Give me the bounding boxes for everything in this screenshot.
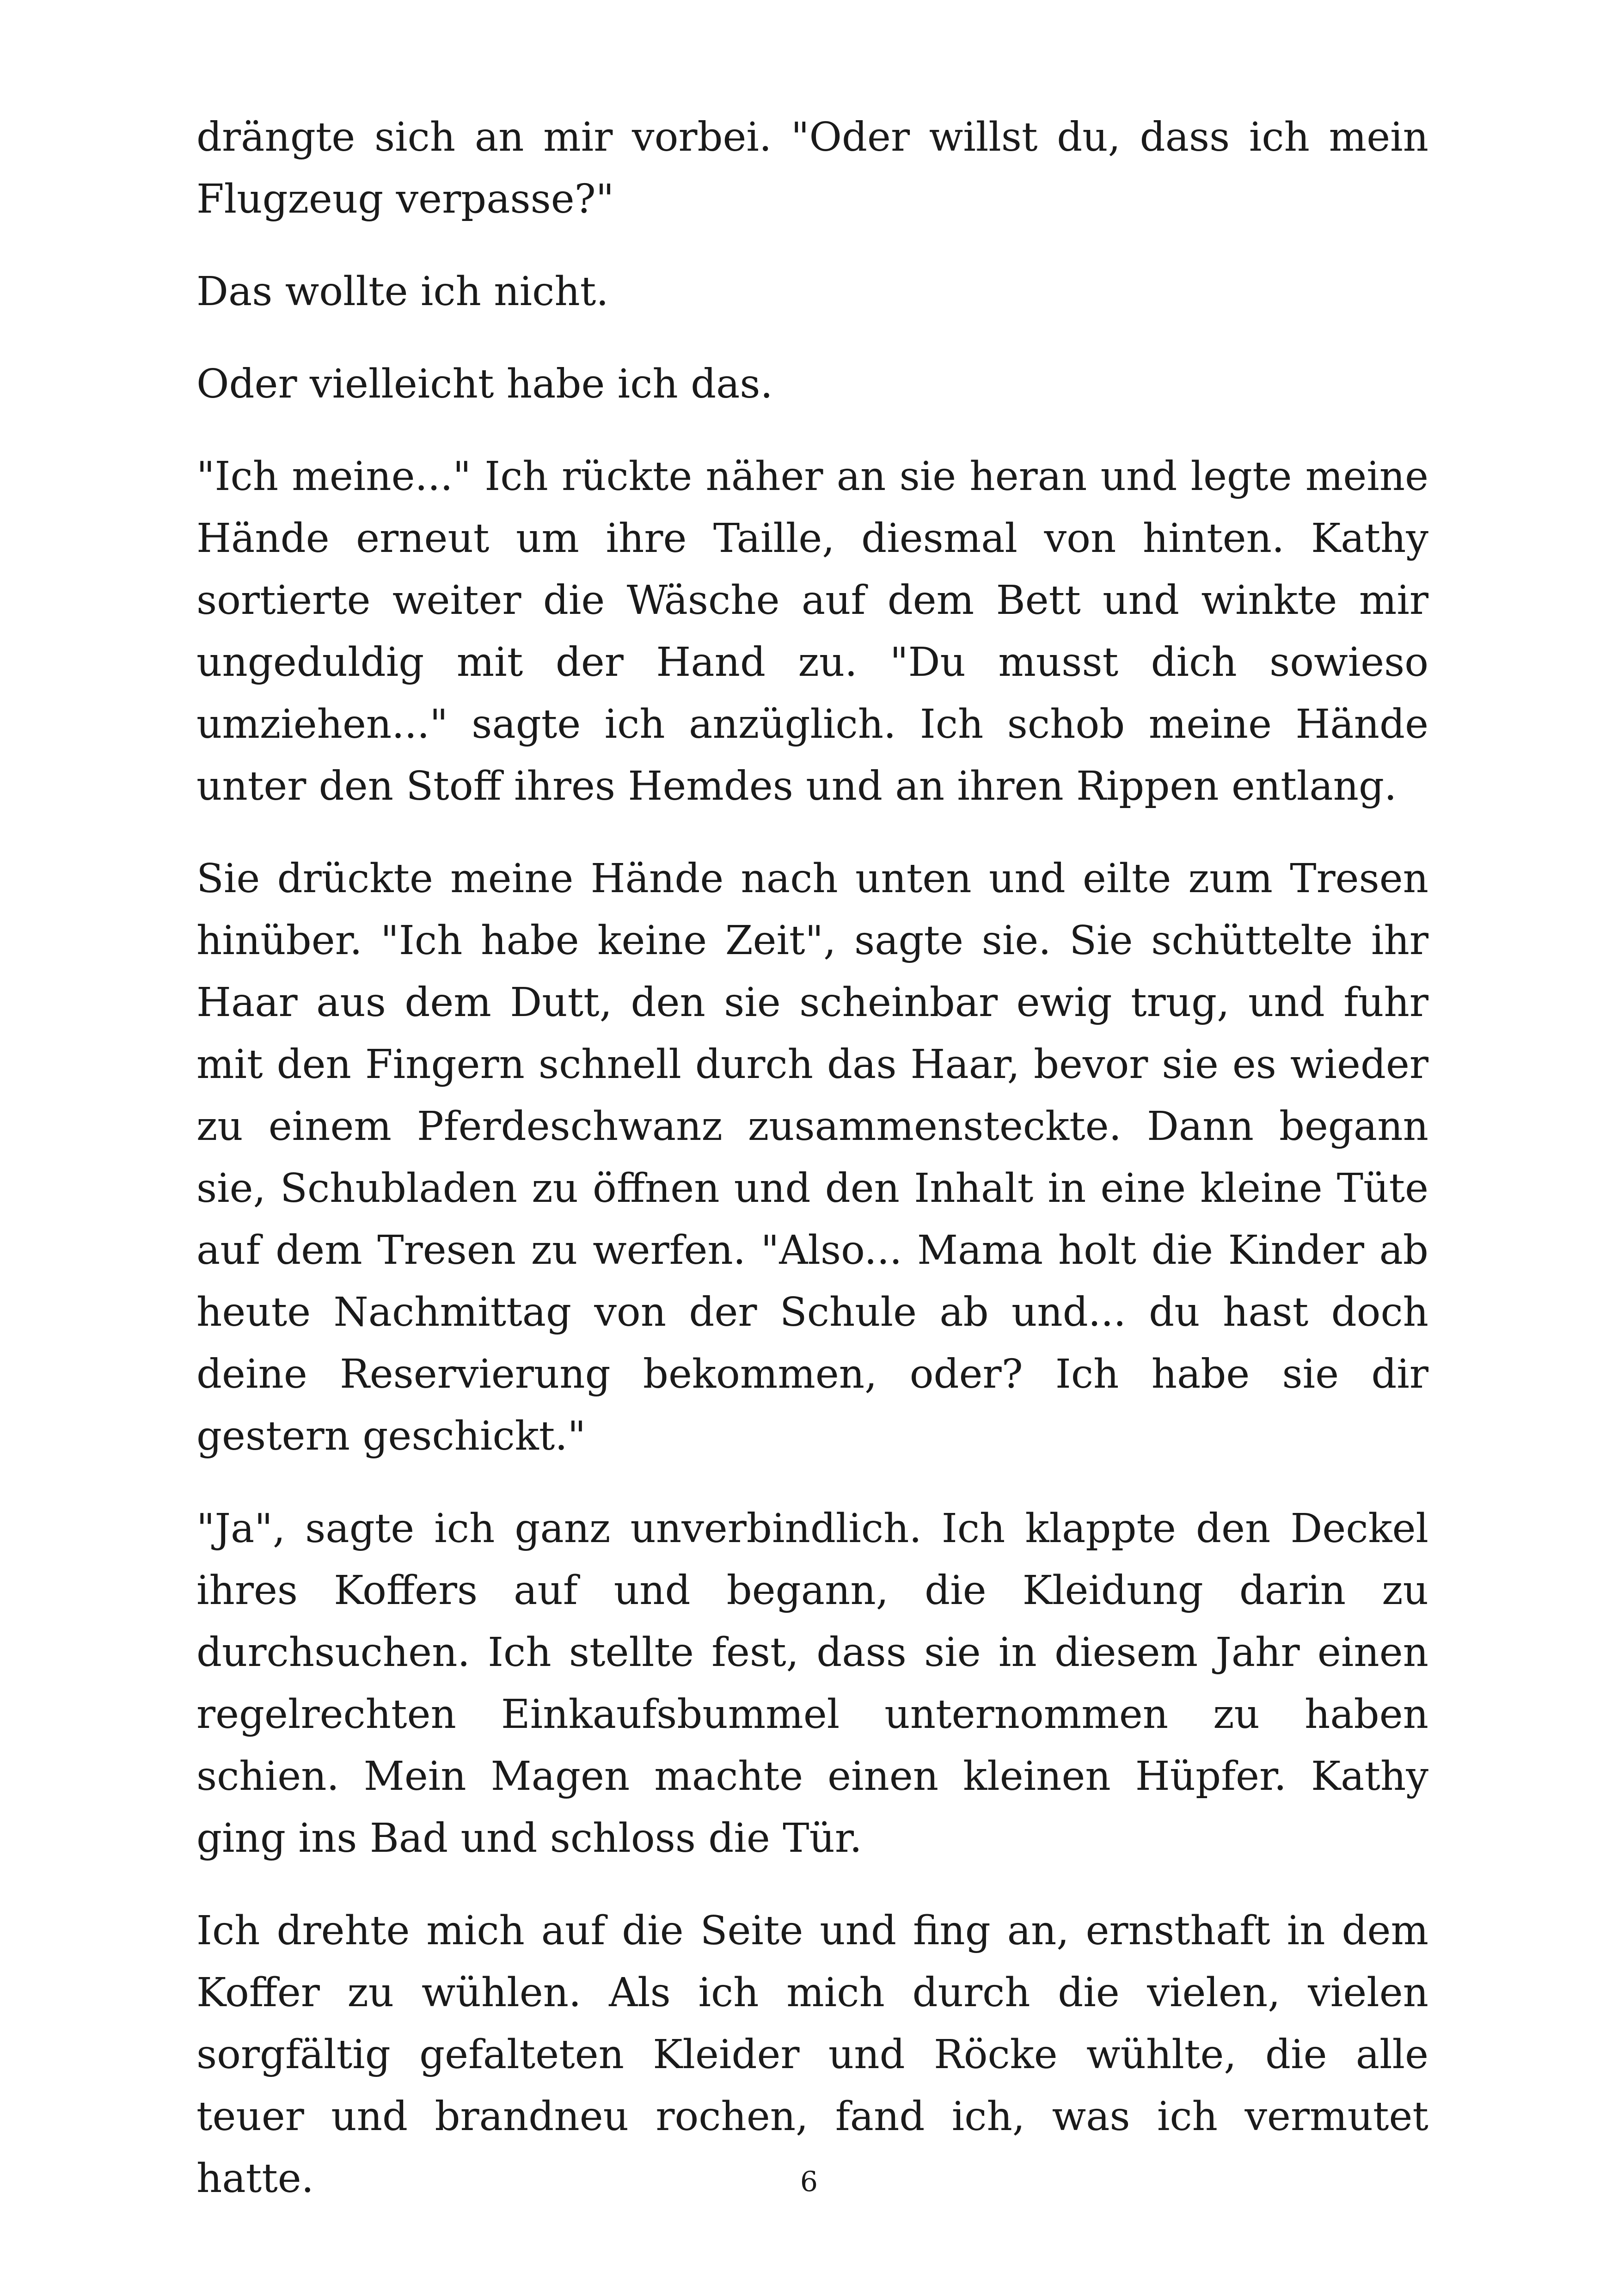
paragraph: Sie drückte meine Hände nach unten und eilte zum Tresen hinüber. "Ich habe keine Zeit", sagte sie. Sie schüttelte ihr Haar aus dem Dutt, den sie scheinbar ewig trug, und fuhr mit den Fingern schnell durch das Haar, bevor sie es wieder zu einem Pferdeschwanz zusammensteckte. Dann begann sie, Schubladen zu öffnen und den Inhalt in eine kleine Tüte auf dem Tresen zu werfen. "Also... Mama holt die Kinder ab heute Nachmittag von der Schule ab und... du hast doch deine Reservierung bekommen, oder? Ich habe sie dir gestern geschickt." bbox=[196, 856, 1428, 1459]
paragraph: Ich drehte mich auf die Seite und fing an, ernsthaft in dem Koffer zu wühlen. Als ich mich durch die vielen, vielen sorgfältig gefalteten Kleider und Röcke wühlte, die alle teuer und brandneu rochen, fand ich, was ich vermutet hatte. bbox=[196, 1908, 1428, 2202]
paragraph: "Ich meine..." Ich rückte näher an sie heran und legte meine Hände erneut um ihre Taille, diesmal von hinten. Kathy sortierte weiter die Wäsche auf dem Bett und winkte mir ungeduldig mit der Hand zu. "Du musst dich sowieso umziehen..." sagte ich anzüglich. Ich schob meine Hände unter den Stoff ihres Hemdes und an ihren Rippen entlang. bbox=[196, 453, 1428, 809]
paragraph: drängte sich an mir vorbei. "Oder willst du, dass ich mein Flugzeug verpasse?" bbox=[196, 114, 1428, 222]
paragraph: Das wollte ich nicht. bbox=[196, 269, 609, 315]
paragraph: "Ja", sagte ich ganz unverbindlich. Ich klappte den Deckel ihres Koffers auf und begann, die Kleidung darin zu durchsuchen. Ich stellte fest, dass sie in diesem Jahr einen regelrechten Einkaufsbummel unternommen zu haben schien. Mein Magen machte einen kleinen Hüpfer. Kathy ging ins Bad und schloss die Tür. bbox=[196, 1506, 1428, 1861]
page-number: 6 bbox=[800, 2166, 818, 2198]
paragraph: Oder vielleicht habe ich das. bbox=[196, 361, 773, 407]
body-text bbox=[196, 106, 1428, 2240]
